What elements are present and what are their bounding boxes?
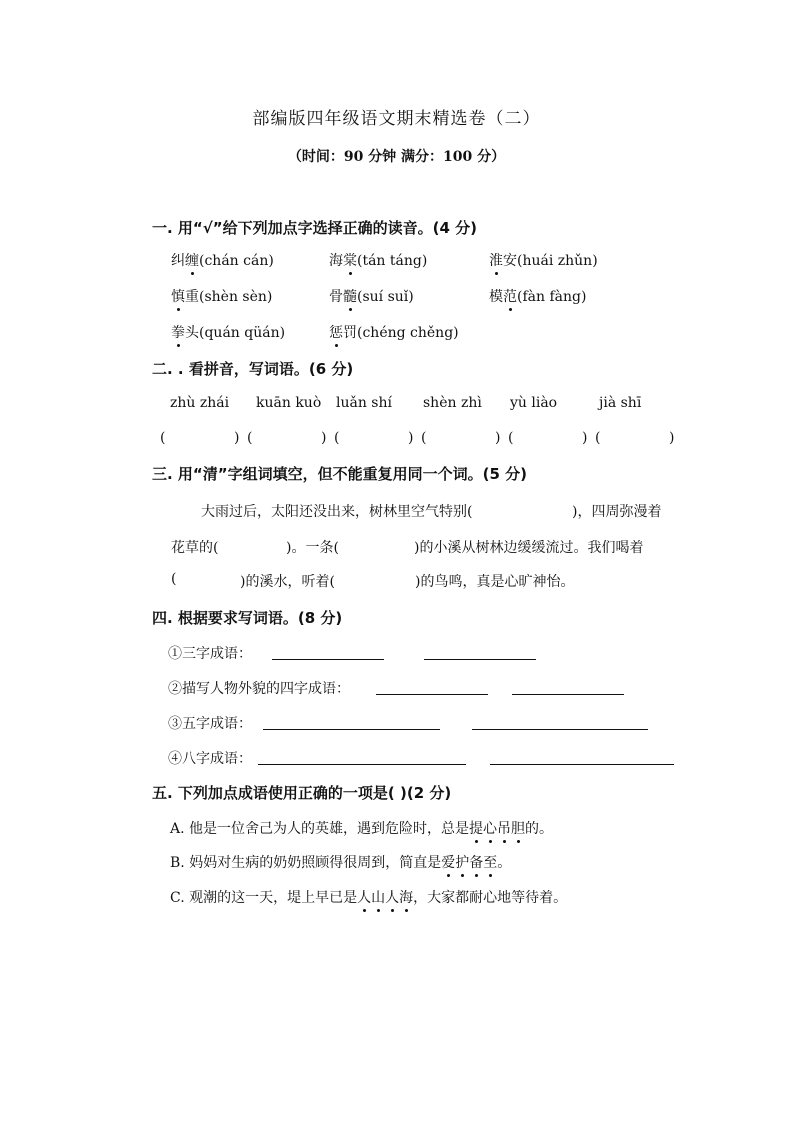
section-1-heading: 一. 用“√”给下列加点字选择正确的读音。(4 分): [152, 219, 478, 237]
exam-info: （时间：90 分钟 满分：100 分）: [287, 149, 506, 165]
page-title: 部编版四年级语文期末精选卷（二）: [252, 109, 541, 129]
s4-item-2-blank-1: [376, 694, 488, 695]
s2-blank-1-open: (: [160, 430, 166, 446]
s1-item-2: 海棠(tán táng): [329, 250, 427, 270]
s1-item-1: 纠缠(chán cán): [171, 250, 274, 270]
s4-item-3-blank-1: [263, 729, 440, 730]
s4-item-4-blank-2: [490, 764, 674, 765]
s3-line-2-a: 花草的(: [171, 540, 219, 556]
s2-blank-6-close: ): [669, 430, 675, 446]
s3-line-3-c: )的鸟鸣，真是心旷神怡。: [415, 574, 575, 590]
s1-item-8: 惩罚(chéng chěng): [329, 322, 459, 342]
s2-blank-4-close: ): [495, 430, 501, 446]
s2-pinyin-1: zhù zhái: [170, 395, 230, 411]
s2-blank-5-close: ): [582, 430, 588, 446]
s1-item-7: 拳头(quán qüán): [171, 322, 285, 342]
s3-line-1-a: 大雨过后，太阳还没出来，树林里空气特别(: [201, 504, 473, 520]
s2-blank-1-close: ): [234, 430, 240, 446]
s5-option-c: C. 观潮的这一天，堤上早已是人山人海，大家都耐心地等待着。: [170, 887, 567, 907]
s2-pinyin-4: shèn zhì: [423, 395, 482, 411]
s4-item-1-blank-2: [424, 659, 536, 660]
s5-option-a: A. 他是一位舍己为人的英雄，遇到危险时，总是提心吊胆的。: [170, 818, 553, 838]
s4-item-2-label: ②描写人物外貌的四字成语：: [168, 681, 350, 697]
s2-blank-5-open: (: [508, 430, 514, 446]
s1-item-3: 淮安(huái zhǔn): [489, 250, 598, 270]
s2-pinyin-5: yù liào: [510, 395, 558, 411]
s1-item-4: 慎重(shèn sèn): [171, 286, 272, 306]
s1-item-6: 模范(fàn fàng): [489, 286, 586, 306]
s2-blank-4-open: (: [421, 430, 427, 446]
s2-blank-6-open: (: [595, 430, 601, 446]
s3-line-2-c: )的小溪从树林边缓缓流过。我们喝着: [414, 540, 644, 556]
s4-item-1-blank-1: [272, 659, 384, 660]
section-4-heading: 四. 根据要求写词语。(8 分): [152, 609, 343, 627]
s3-line-3-b: )的溪水，听着(: [240, 574, 335, 590]
s5-option-b: B. 妈妈对生病的奶奶照顾得很周到，简直是爱护备至。: [170, 852, 511, 872]
s4-item-2-blank-2: [512, 694, 624, 695]
s3-line-1-b: )，四周弥漫着: [572, 504, 662, 520]
s4-item-4-label: ④八字成语：: [168, 751, 252, 767]
s3-line-3-a: (: [171, 571, 177, 587]
s4-item-4-blank-1: [258, 764, 466, 765]
s2-pinyin-6: jià shī: [599, 395, 642, 411]
s4-item-3-blank-2: [472, 729, 648, 730]
section-5-heading: 五. 下列加点成语使用正确的一项是( )(2 分): [152, 784, 452, 802]
s4-item-1-label: ①三字成语：: [168, 646, 252, 662]
s3-line-2-b: )。一条(: [286, 540, 339, 556]
s2-pinyin-2: kuān kuò: [256, 395, 322, 411]
s2-blank-3-open: (: [334, 430, 340, 446]
s4-item-3-label: ③五字成语：: [168, 716, 252, 732]
s2-pinyin-3: luǎn shí: [336, 395, 392, 411]
s1-item-5: 骨髓(suí suǐ): [329, 286, 414, 306]
s2-blank-3-close: ): [408, 430, 414, 446]
s2-blank-2-open: (: [247, 430, 253, 446]
s2-blank-2-close: ): [321, 430, 327, 446]
section-2-heading: 二. . 看拼音，写词语。(6 分): [152, 360, 354, 378]
section-3-heading: 三. 用“清”字组词填空，但不能重复用同一个词。(5 分): [152, 465, 528, 483]
